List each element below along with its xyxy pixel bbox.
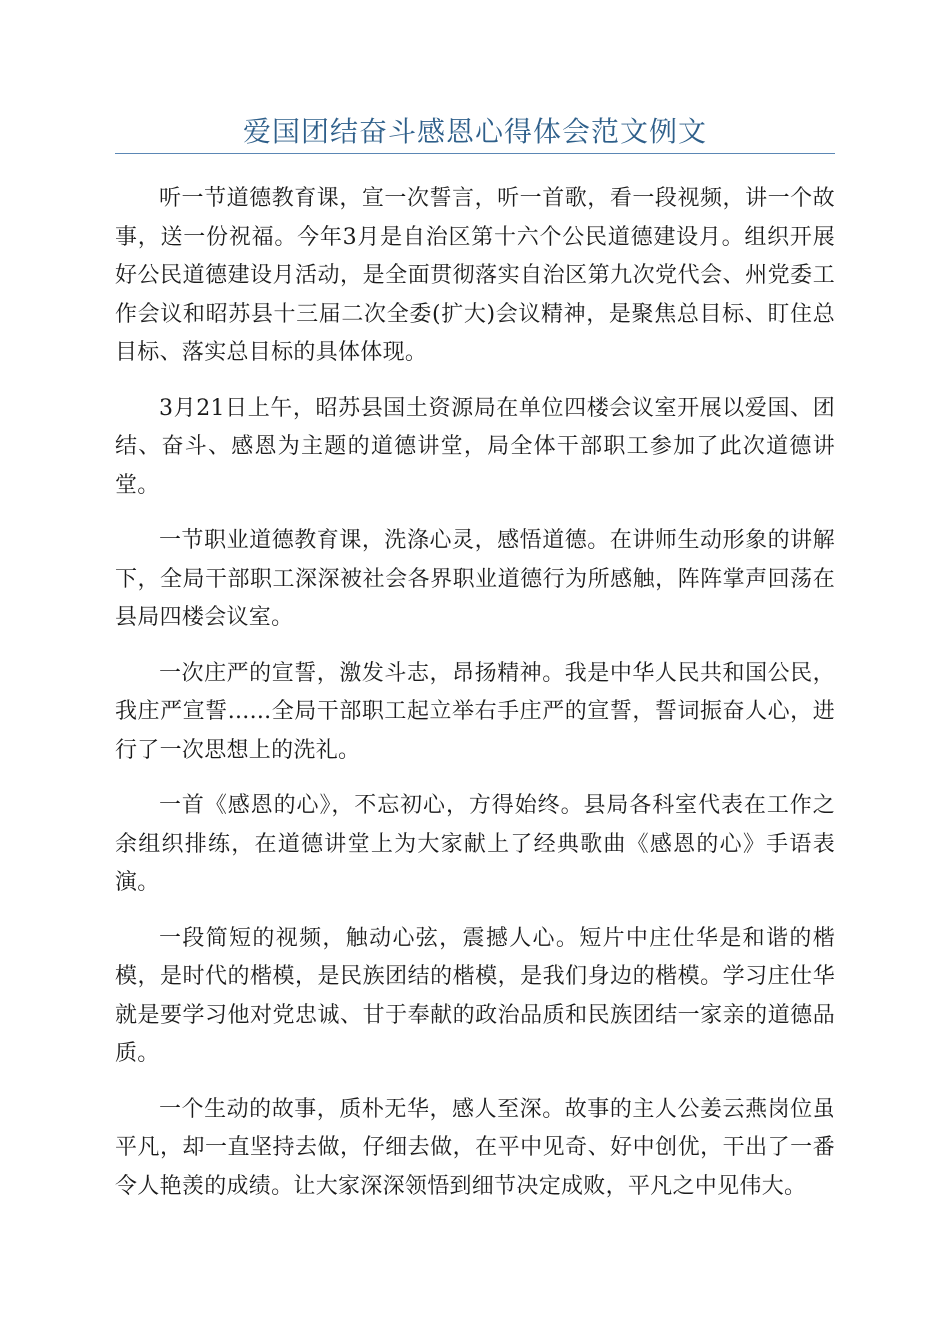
paragraph-7: 一个生动的故事，质朴无华，感人至深。故事的主人公姜云燕岗位虽平凡，却一直坚持去做，仔细去做，在平中见奇、好中创优，干出了一番令人艳羡的成绩。让大家深深领悟到细节决定成败，平凡之中见伟大。 [115,1096,835,1199]
paragraph-4: 一次庄严的宣誓，激发斗志，昂扬精神。我是中华人民共和国公民，我庄严宣誓......全局干部职工起立举右手庄严的宣誓，誓词振奋人心，进行了一次思想上的洗礼。 [115,660,835,763]
paragraph-5: 一首《感恩的心》，不忘初心，方得始终。县局各科室代表在工作之余组织排练，在道德讲堂上为大家献上了经典歌曲《感恩的心》手语表演。 [115,793,835,895]
paragraph-6: 一段简短的视频，触动心弦，震撼人心。短片中庄仕华是和谐的楷模，是时代的楷模，是民族团结的楷模，是我们身边的楷模。学习庄仕华就是要学习他对党忠诚、甘于奉献的政治品质和民族团结一家亲的道德品质。 [115,925,835,1066]
paragraph-3: 一节职业道德教育课，洗涤心灵，感悟道德。在讲师生动形象的讲解下，全局干部职工深深被社会各界职业道德行为所感触，阵阵掌声回荡在县局四楼会议室。 [115,528,835,630]
title-underline [115,153,835,154]
document-body [115,180,835,1223]
document-title: 爱国团结奋斗感恩心得体会范文例文 [242,115,707,148]
paragraph-1: 听一节道德教育课，宣一次誓言，听一首歌，看一段视频，讲一个故事，送一份祝福。今年3月是自治区第十六个公民道德建设月。组织开展好公民道德建设月活动，是全面贯彻落实自治区第九次党代会、州党委工作会议和昭苏县十三届二次全委(扩大)会议精神，是聚焦总目标、盯住总目标、落实总目标的具体体现。 [115,186,835,365]
paragraph-2: 3月21日上午，昭苏县国土资源局在单位四楼会议室开展以爱国、团结、奋斗、感恩为主题的道德讲堂，局全体干部职工参加了此次道德讲堂。 [115,395,835,498]
